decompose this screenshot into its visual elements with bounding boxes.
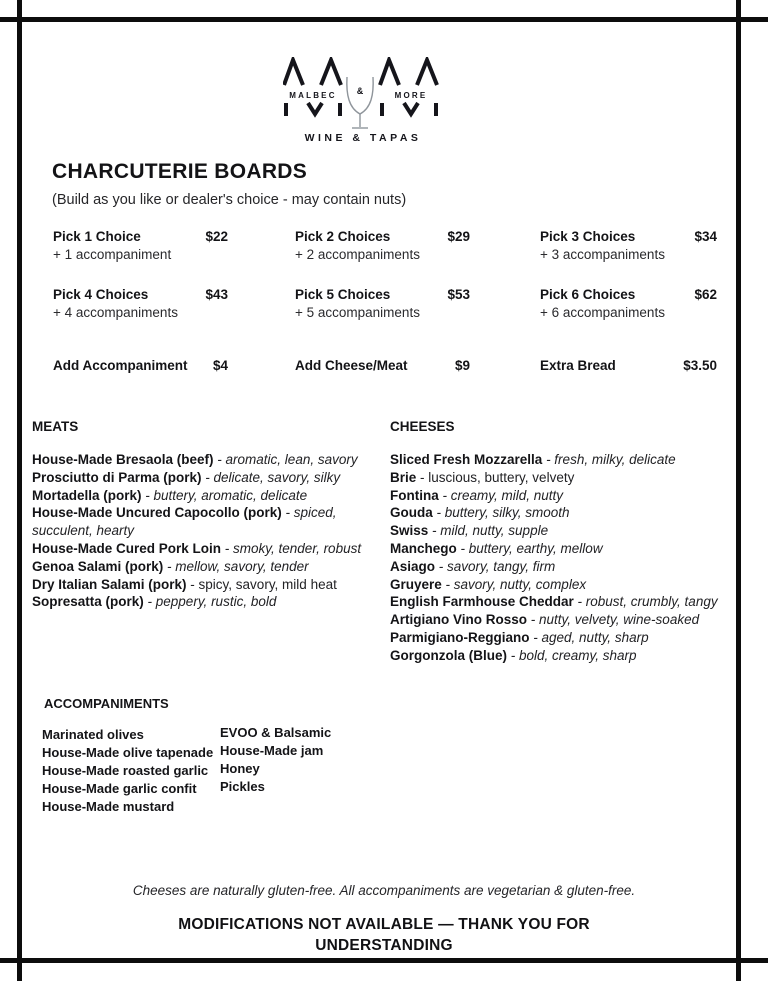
item-name: Parmigiano-Reggiano — [390, 629, 530, 645]
accompaniments-col-2 — [220, 724, 331, 796]
item-description: - creamy, mild, nutty — [438, 487, 564, 503]
cheese-item — [390, 487, 746, 505]
item-description: - smoky, tender, robust — [221, 540, 362, 556]
letter-m-left — [284, 60, 341, 116]
item-name: Mortadella (pork) — [32, 487, 142, 503]
meats-section-title: MEATS — [32, 419, 79, 434]
accompaniment-item: House-Made garlic confit — [42, 781, 197, 796]
addon-accompaniment — [53, 358, 228, 373]
option-label: Extra Bread — [540, 358, 616, 373]
item-name: Gruyere — [390, 576, 442, 592]
item-name: Dry Italian Salami (pork) — [32, 576, 187, 592]
option-label: Add Cheese/Meat — [295, 358, 408, 373]
option-sub: + 5 accompaniments — [295, 305, 420, 320]
item-name: Prosciutto di Parma (pork) — [32, 469, 202, 485]
item-name: House-Made Uncured Capocollo (pork) — [32, 505, 282, 521]
cheeses-section-title: CHEESES — [390, 419, 455, 434]
footer-note: Cheeses are naturally gluten-free. All accompaniments are vegetarian & gluten-free. — [132, 883, 636, 898]
option-label: Pick 6 Choices — [540, 287, 636, 302]
item-name: Swiss — [390, 523, 429, 539]
cheese-item — [390, 629, 746, 647]
pricing-option-pick-2 — [295, 229, 470, 262]
cheese-item — [390, 451, 746, 469]
option-label: Pick 2 Choices — [295, 229, 391, 244]
cheese-item — [390, 469, 746, 487]
accompaniments-section-title: ACCOMPANIMENTS — [44, 696, 169, 711]
pricing-option-pick-3 — [540, 229, 717, 262]
item-name: House-Made Bresaola (beef) — [32, 452, 214, 467]
item-name: Manchego — [390, 540, 457, 556]
cheese-item — [390, 540, 746, 558]
item-description: - buttery, silky, smooth — [432, 505, 570, 521]
logo-ampersand: & — [356, 86, 364, 96]
option-price: $43 — [205, 287, 228, 302]
meat-item — [32, 504, 384, 540]
page-subtitle: (Build as you like or dealer's choice - may contain nuts) — [52, 192, 407, 208]
item-description: - peppery, rustic, bold — [143, 594, 277, 610]
cheese-item — [390, 647, 746, 665]
pricing-option-pick-4 — [53, 287, 228, 320]
brand-logo — [283, 57, 443, 144]
addon-extra-bread — [540, 358, 717, 373]
item-description: - mellow, savory, tender — [163, 558, 309, 574]
option-sub: + 6 accompaniments — [540, 305, 665, 320]
cheese-item — [390, 576, 746, 594]
accompaniment-item: House-Made mustard — [42, 799, 175, 814]
item-description: - buttery, earthy, mellow — [456, 540, 603, 556]
meat-item — [32, 451, 384, 469]
meat-item — [32, 576, 384, 594]
meat-item — [32, 558, 384, 576]
option-price: $62 — [694, 287, 717, 302]
option-label: Pick 1 Choice — [53, 229, 141, 244]
option-sub: + 3 accompaniments — [540, 247, 665, 262]
item-name: English Farmhouse Cheddar — [390, 594, 574, 610]
accompaniment-item: Pickles — [220, 779, 265, 794]
accompaniment-item: House-Made olive tapenade — [42, 745, 214, 760]
item-description: - aromatic, lean, savory — [213, 452, 358, 467]
item-name: Brie — [390, 469, 417, 485]
item-name: House-Made Cured Pork Loin — [32, 540, 222, 556]
option-price: $53 — [447, 287, 470, 302]
wine-glass-icon — [347, 77, 373, 128]
accompaniment-item: Marinated olives — [42, 727, 144, 742]
option-label: Pick 5 Choices — [295, 287, 391, 302]
option-label: Add Accompaniment — [53, 358, 188, 373]
item-description: - mild, nutty, supple — [428, 523, 549, 539]
accompaniment-item: House-Made jam — [220, 743, 324, 758]
page-title: CHARCUTERIE BOARDS — [52, 160, 308, 183]
accompaniment-item: Honey — [220, 761, 260, 776]
cheese-item — [390, 558, 746, 576]
meat-item — [32, 540, 384, 558]
option-label: Pick 3 Choices — [540, 229, 636, 244]
letter-m-right — [380, 60, 437, 116]
accompaniment-item: EVOO & Balsamic — [220, 725, 332, 740]
item-description: - luscious, buttery, velvety — [416, 469, 575, 485]
option-price: $9 — [454, 358, 470, 373]
item-description: - buttery, aromatic, delicate — [141, 487, 308, 503]
cheese-item — [390, 593, 746, 611]
item-name: Artigiano Vino Rosso — [390, 612, 528, 628]
item-name: Genoa Salami (pork) — [32, 558, 164, 574]
option-price: $34 — [694, 229, 717, 244]
footer-warning: MODIFICATIONS NOT AVAILABLE — THANK YOU FOR UNDERSTANDING — [178, 916, 590, 954]
cheese-item — [390, 522, 746, 540]
pricing-option-pick-1 — [53, 229, 228, 262]
item-name: Gorgonzola (Blue) — [390, 647, 507, 663]
accompaniments-col-1 — [42, 726, 213, 816]
item-description: - fresh, milky, delicate — [542, 452, 676, 467]
item-description: - delicate, savory, silky — [201, 469, 341, 485]
meat-item — [32, 487, 384, 505]
meat-item — [32, 593, 384, 611]
frame-line-top — [0, 17, 768, 22]
item-description: - savory, nutty, complex — [441, 576, 587, 592]
pricing-option-pick-5 — [295, 287, 470, 320]
item-name: Sliced Fresh Mozzarella — [390, 452, 543, 467]
cheese-item — [390, 504, 746, 522]
meats-list — [32, 451, 384, 611]
item-description: - robust, crumbly, tangy — [573, 594, 718, 610]
addon-cheese-meat — [295, 358, 470, 373]
meat-item — [32, 469, 384, 487]
item-name: Sopresatta (pork) — [32, 594, 144, 610]
item-description: - savory, tangy, firm — [435, 558, 556, 574]
option-sub: + 1 accompaniment — [53, 247, 172, 262]
option-price: $29 — [447, 229, 470, 244]
item-description: - spiced, succulent, hearty — [32, 505, 337, 539]
item-description: - spicy, savory, mild heat — [186, 576, 337, 592]
item-description: - nutty, velvety, wine-soaked — [527, 612, 700, 628]
logo-tagline: WINE & TAPAS — [304, 132, 422, 144]
logo-word-more: MORE — [394, 91, 428, 100]
frame-line-left — [17, 0, 22, 981]
item-description: - bold, creamy, sharp — [507, 647, 637, 663]
option-price: $22 — [205, 229, 228, 244]
option-sub: + 2 accompaniments — [295, 247, 420, 262]
frame-line-bottom — [0, 958, 768, 963]
item-name: Fontina — [390, 487, 439, 503]
logo-word-malbec: MALBEC — [289, 91, 337, 100]
item-description: - aged, nutty, sharp — [529, 629, 649, 645]
option-price: $4 — [212, 358, 228, 373]
logo-monogram — [283, 57, 443, 131]
option-price: $3.50 — [683, 358, 717, 373]
option-label: Pick 4 Choices — [53, 287, 149, 302]
accompaniment-item: House-Made roasted garlic — [42, 763, 209, 778]
item-name: Gouda — [390, 505, 433, 521]
pricing-option-pick-6 — [540, 287, 717, 320]
cheeses-list — [390, 451, 746, 665]
option-sub: + 4 accompaniments — [53, 305, 178, 320]
cheese-item — [390, 611, 746, 629]
item-name: Asiago — [390, 558, 436, 574]
